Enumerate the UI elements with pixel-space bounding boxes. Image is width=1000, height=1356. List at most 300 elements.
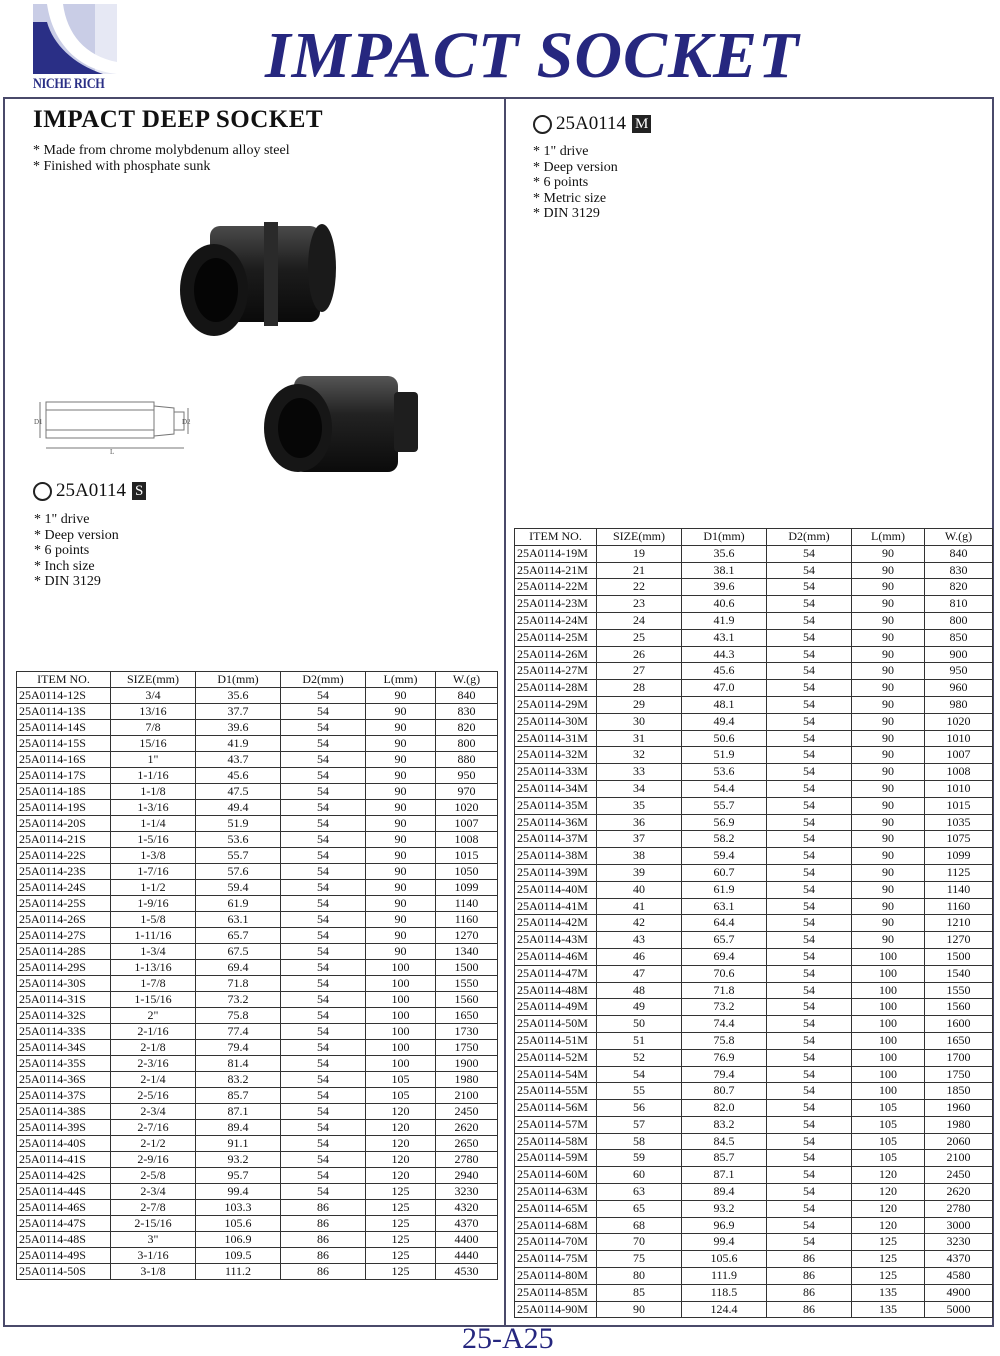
table-cell: 64.4 [682, 915, 767, 932]
table-cell: 54 [767, 1066, 852, 1083]
table-cell: 74.4 [682, 1016, 767, 1033]
table-cell: 65 [597, 1200, 682, 1217]
table-cell: 90 [366, 880, 436, 896]
table-row [17, 1264, 498, 1280]
item-number-cell: 25A0114-75M [515, 1251, 597, 1268]
item-number-cell: 25A0114-57M [515, 1116, 597, 1133]
table-cell: 59 [597, 1150, 682, 1167]
table-cell: 54 [767, 797, 852, 814]
table-cell: 100 [366, 960, 436, 976]
table-cell: 54 [281, 1056, 366, 1072]
table-cell: 54 [767, 663, 852, 680]
table-cell: 54 [767, 864, 852, 881]
table-cell: 1008 [925, 764, 993, 781]
table-cell: 54 [767, 1184, 852, 1201]
table-cell: 86 [767, 1251, 852, 1268]
table-cell: 63.1 [682, 898, 767, 915]
table-cell: 52 [597, 1049, 682, 1066]
item-number-cell: 25A0114-29M [515, 696, 597, 713]
spec-table-metric [514, 528, 993, 1318]
section-heading: IMPACT DEEP SOCKET [33, 106, 324, 133]
table-cell: 90 [366, 784, 436, 800]
table-cell: 90 [852, 747, 925, 764]
table-cell: 2-15/16 [111, 1216, 196, 1232]
table-cell: 26 [597, 646, 682, 663]
table-cell: 54 [281, 832, 366, 848]
table-cell: 90 [852, 814, 925, 831]
table-cell: 54 [767, 814, 852, 831]
table-cell: 81.4 [196, 1056, 281, 1072]
table-cell: 54 [767, 1049, 852, 1066]
table-row [515, 713, 993, 730]
table-row [515, 764, 993, 781]
item-number-cell: 25A0114-20S [17, 816, 111, 832]
table-row [17, 1104, 498, 1120]
table-cell: 73.2 [196, 992, 281, 1008]
item-number-cell: 25A0114-23S [17, 864, 111, 880]
column-header: W.(g) [925, 529, 993, 546]
table-cell: 125 [366, 1248, 436, 1264]
table-cell: 42 [597, 915, 682, 932]
table-cell: 35.6 [682, 545, 767, 562]
table-cell: 41.9 [682, 612, 767, 629]
table-cell: 4370 [436, 1216, 498, 1232]
table-cell: 89.4 [682, 1184, 767, 1201]
item-number-cell: 25A0114-46M [515, 948, 597, 965]
feature-line: * Made from chrome molybdenum alloy steel [33, 143, 290, 158]
table-cell: 1550 [925, 982, 993, 999]
table-cell: 61.9 [196, 896, 281, 912]
table-cell: 1-11/16 [111, 928, 196, 944]
table-cell: 57.6 [196, 864, 281, 880]
product-code: 25A0114 [556, 113, 627, 134]
table-cell: 90 [852, 545, 925, 562]
table-cell: 120 [366, 1168, 436, 1184]
item-number-cell: 25A0114-39M [515, 864, 597, 881]
table-cell: 21 [597, 562, 682, 579]
table-cell: 1600 [925, 1016, 993, 1033]
table-row [17, 1072, 498, 1088]
table-cell: 54 [281, 1168, 366, 1184]
item-number-cell: 25A0114-15S [17, 736, 111, 752]
deep-socket-photo [172, 208, 342, 343]
table-cell: 2-9/16 [111, 1152, 196, 1168]
table-cell: 54 [767, 1116, 852, 1133]
table-row [515, 1100, 993, 1117]
table-cell: 40.6 [682, 596, 767, 613]
table-cell: 100 [852, 999, 925, 1016]
product-code-s [33, 480, 146, 502]
table-cell: 3-1/16 [111, 1248, 196, 1264]
table-cell: 38.1 [682, 562, 767, 579]
table-row [515, 730, 993, 747]
table-row [515, 596, 993, 613]
table-row [515, 1167, 993, 1184]
item-number-cell: 25A0114-14S [17, 720, 111, 736]
item-number-cell: 25A0114-36S [17, 1072, 111, 1088]
table-cell: 54 [281, 1008, 366, 1024]
table-cell: 54 [767, 982, 852, 999]
item-number-cell: 25A0114-34M [515, 780, 597, 797]
item-number-cell: 25A0114-28M [515, 680, 597, 697]
table-cell: 39.6 [682, 579, 767, 596]
table-cell: 23 [597, 596, 682, 613]
table-cell: 980 [925, 696, 993, 713]
table-cell: 54 [767, 932, 852, 949]
item-number-cell: 25A0114-47S [17, 1216, 111, 1232]
table-row [515, 696, 993, 713]
table-cell: 32 [597, 747, 682, 764]
table-cell: 54 [767, 780, 852, 797]
table-row [17, 960, 498, 976]
product-features-m [533, 144, 618, 222]
table-cell: 1750 [925, 1066, 993, 1083]
table-cell: 90 [366, 752, 436, 768]
item-number-cell: 25A0114-25M [515, 629, 597, 646]
table-row [515, 965, 993, 982]
item-number-cell: 25A0114-38M [515, 848, 597, 865]
table-cell: 56.9 [682, 814, 767, 831]
table-cell: 19 [597, 545, 682, 562]
table-cell: 4530 [436, 1264, 498, 1280]
table-row [17, 768, 498, 784]
table-row [17, 1200, 498, 1216]
spec-table-inch [16, 671, 498, 1280]
item-number-cell: 25A0114-38S [17, 1104, 111, 1120]
table-cell: 86 [767, 1268, 852, 1285]
table-cell: 2780 [436, 1152, 498, 1168]
table-cell: 39 [597, 864, 682, 881]
table-cell: 24 [597, 612, 682, 629]
table-row [515, 579, 993, 596]
table-cell: 3-1/8 [111, 1264, 196, 1280]
feature-line: * DIN 3129 [533, 206, 600, 221]
item-number-cell: 25A0114-80M [515, 1268, 597, 1285]
table-cell: 68 [597, 1217, 682, 1234]
table-cell: 84.5 [682, 1133, 767, 1150]
column-divider [504, 97, 506, 1327]
table-cell: 125 [852, 1268, 925, 1285]
table-cell: 54 [767, 764, 852, 781]
item-number-cell: 25A0114-40M [515, 881, 597, 898]
table-cell: 4440 [436, 1248, 498, 1264]
table-cell: 2-3/4 [111, 1184, 196, 1200]
table-cell: 120 [852, 1200, 925, 1217]
item-number-cell: 25A0114-30S [17, 976, 111, 992]
table-cell: 1270 [436, 928, 498, 944]
table-row [17, 1152, 498, 1168]
table-cell: 54 [281, 1152, 366, 1168]
table-cell: 69.4 [196, 960, 281, 976]
column-header: ITEM NO. [17, 672, 111, 688]
table-cell: 100 [366, 992, 436, 1008]
table-cell: 58.2 [682, 831, 767, 848]
table-cell: 810 [925, 596, 993, 613]
table-cell: 54 [767, 1234, 852, 1251]
table-cell: 2620 [436, 1120, 498, 1136]
table-row [17, 880, 498, 896]
table-cell: 54 [281, 784, 366, 800]
table-row [515, 915, 993, 932]
item-number-cell: 25A0114-32S [17, 1008, 111, 1024]
table-cell: 54 [767, 1133, 852, 1150]
table-cell: 1500 [925, 948, 993, 965]
table-row [17, 864, 498, 880]
table-cell: 2-1/8 [111, 1040, 196, 1056]
table-cell: 54 [767, 948, 852, 965]
table-cell: 54 [281, 928, 366, 944]
table-cell: 820 [925, 579, 993, 596]
table-row [515, 1066, 993, 1083]
item-number-cell: 25A0114-58M [515, 1133, 597, 1150]
table-cell: 2450 [925, 1167, 993, 1184]
table-cell: 90 [852, 713, 925, 730]
table-cell: 35 [597, 797, 682, 814]
table-cell: 54 [767, 1100, 852, 1117]
table-cell: 90 [366, 848, 436, 864]
item-number-cell: 25A0114-35M [515, 797, 597, 814]
table-cell: 45.6 [196, 768, 281, 784]
table-cell: 54 [767, 848, 852, 865]
table-cell: 33 [597, 764, 682, 781]
table-cell: 51.9 [682, 747, 767, 764]
table-cell: 1650 [925, 1032, 993, 1049]
item-number-cell: 25A0114-17S [17, 768, 111, 784]
column-header: D2(mm) [281, 672, 366, 688]
table-cell: 1125 [925, 864, 993, 881]
table-cell: 1020 [925, 713, 993, 730]
feature-line: * Deep version [533, 159, 618, 175]
page-number: 25-A25 [462, 1322, 554, 1355]
table-cell: 55.7 [196, 848, 281, 864]
table-cell: 1075 [925, 831, 993, 848]
table-cell: 90 [366, 832, 436, 848]
page-title: IMPACT SOCKET [265, 19, 800, 92]
item-number-cell: 25A0114-35S [17, 1056, 111, 1072]
table-cell: 56 [597, 1100, 682, 1117]
table-cell: 90 [852, 764, 925, 781]
table-cell: 100 [852, 1032, 925, 1049]
table-cell: 90 [852, 932, 925, 949]
table-cell: 90 [366, 864, 436, 880]
item-number-cell: 25A0114-36M [515, 814, 597, 831]
item-number-cell: 25A0114-48M [515, 982, 597, 999]
column-header: ITEM NO. [515, 529, 597, 546]
table-row [17, 1008, 498, 1024]
table-cell: 90 [366, 720, 436, 736]
feature-line: * Deep version [34, 527, 119, 543]
table-cell: 105 [852, 1116, 925, 1133]
table-cell: 54 [281, 864, 366, 880]
table-cell: 105 [366, 1088, 436, 1104]
table-cell: 1-7/16 [111, 864, 196, 880]
table-cell: 54 [281, 704, 366, 720]
table-cell: 100 [366, 1056, 436, 1072]
table-cell: 1340 [436, 944, 498, 960]
item-number-cell: 25A0114-31S [17, 992, 111, 1008]
table-cell: 15/16 [111, 736, 196, 752]
table-row [515, 1284, 993, 1301]
table-cell: 80.7 [682, 1083, 767, 1100]
feature-line: * Metric size [533, 190, 607, 206]
item-number-cell: 25A0114-49M [515, 999, 597, 1016]
item-number-cell: 25A0114-13S [17, 704, 111, 720]
table-cell: 31 [597, 730, 682, 747]
table-cell: 60 [597, 1167, 682, 1184]
table-row [17, 1216, 498, 1232]
circle-icon [33, 482, 52, 501]
table-cell: 2-1/16 [111, 1024, 196, 1040]
table-row [17, 1168, 498, 1184]
table-cell: 4370 [925, 1251, 993, 1268]
table-cell: 90 [852, 612, 925, 629]
table-cell: 830 [925, 562, 993, 579]
table-cell: 54 [767, 1217, 852, 1234]
table-cell: 105 [852, 1133, 925, 1150]
table-cell: 90 [366, 944, 436, 960]
table-cell: 90 [366, 768, 436, 784]
item-number-cell: 25A0114-59M [515, 1150, 597, 1167]
table-cell: 1010 [925, 730, 993, 747]
column-header: D2(mm) [767, 529, 852, 546]
size-badge-s: S [132, 482, 146, 500]
table-cell: 43.7 [196, 752, 281, 768]
table-cell: 135 [852, 1284, 925, 1301]
table-cell: 1550 [436, 976, 498, 992]
table-cell: 35.6 [196, 688, 281, 704]
table-cell: 960 [925, 680, 993, 697]
column-header: L(mm) [852, 529, 925, 546]
table-cell: 96.9 [682, 1217, 767, 1234]
table-cell: 54.4 [682, 780, 767, 797]
table-cell: 3" [111, 1232, 196, 1248]
table-cell: 90 [852, 915, 925, 932]
item-number-cell: 25A0114-24S [17, 880, 111, 896]
table-cell: 54 [767, 898, 852, 915]
table-cell: 54 [767, 831, 852, 848]
table-cell: 2-3/16 [111, 1056, 196, 1072]
table-row [515, 663, 993, 680]
table-cell: 90 [852, 780, 925, 797]
table-cell: 2060 [925, 1133, 993, 1150]
table-cell: 41.9 [196, 736, 281, 752]
feature-line: * 1" drive [533, 144, 589, 159]
table-cell: 59.4 [196, 880, 281, 896]
table-cell: 3230 [436, 1184, 498, 1200]
table-cell: 49 [597, 999, 682, 1016]
table-cell: 124.4 [682, 1301, 767, 1318]
table-cell: 90 [852, 881, 925, 898]
table-cell: 100 [852, 1016, 925, 1033]
item-number-cell: 25A0114-18S [17, 784, 111, 800]
table-row [515, 999, 993, 1016]
item-number-cell: 25A0114-50M [515, 1016, 597, 1033]
table-cell: 125 [366, 1216, 436, 1232]
table-cell: 54 [281, 896, 366, 912]
table-row [17, 1024, 498, 1040]
column-header: SIZE(mm) [111, 672, 196, 688]
feature-line: * 6 points [533, 175, 589, 190]
table-row [515, 780, 993, 797]
table-cell: 1-1/16 [111, 768, 196, 784]
table-cell: 54 [767, 696, 852, 713]
table-cell: 54 [281, 1040, 366, 1056]
table-cell: 90 [852, 680, 925, 697]
table-cell: 7/8 [111, 720, 196, 736]
table-cell: 99.4 [682, 1234, 767, 1251]
table-cell: 54 [281, 752, 366, 768]
table-cell: 28 [597, 680, 682, 697]
drawing-label-d2: D2 [182, 418, 191, 426]
table-cell: 120 [852, 1217, 925, 1234]
table-cell: 86 [281, 1264, 366, 1280]
table-cell: 2620 [925, 1184, 993, 1201]
item-number-cell: 25A0114-34S [17, 1040, 111, 1056]
table-cell: 90 [852, 596, 925, 613]
table-cell: 54 [281, 800, 366, 816]
table-cell: 54 [767, 915, 852, 932]
table-cell: 2" [111, 1008, 196, 1024]
table-cell: 63 [597, 1184, 682, 1201]
table-cell: 54 [281, 944, 366, 960]
table-cell: 125 [366, 1232, 436, 1248]
table-row [17, 944, 498, 960]
table-cell: 54 [281, 720, 366, 736]
table-cell: 73.2 [682, 999, 767, 1016]
table-cell: 105.6 [682, 1251, 767, 1268]
table-row [515, 932, 993, 949]
table-cell: 2-1/4 [111, 1072, 196, 1088]
table-cell: 125 [852, 1251, 925, 1268]
table-cell: 13/16 [111, 704, 196, 720]
table-cell: 1-3/4 [111, 944, 196, 960]
table-cell: 37.7 [196, 704, 281, 720]
item-number-cell: 25A0114-50S [17, 1264, 111, 1280]
table-cell: 47.0 [682, 680, 767, 697]
table-row [17, 752, 498, 768]
table-cell: 1-5/8 [111, 912, 196, 928]
table-cell: 1270 [925, 932, 993, 949]
table-cell: 118.5 [682, 1284, 767, 1301]
table-cell: 100 [366, 1008, 436, 1024]
table-cell: 54 [281, 1184, 366, 1200]
deep-socket-photo-2 [254, 362, 434, 484]
table-cell: 1140 [436, 896, 498, 912]
table-cell: 58 [597, 1133, 682, 1150]
table-row [515, 1049, 993, 1066]
table-cell: 1008 [436, 832, 498, 848]
table-row [17, 720, 498, 736]
table-cell: 41 [597, 898, 682, 915]
table-cell: 1140 [925, 881, 993, 898]
table-cell: 87.1 [196, 1104, 281, 1120]
table-cell: 1160 [925, 898, 993, 915]
table-cell: 90 [366, 704, 436, 720]
table-row [515, 680, 993, 697]
table-cell: 1540 [925, 965, 993, 982]
socket-cross-section-drawing [34, 396, 194, 454]
table-row [17, 736, 498, 752]
table-row [17, 1136, 498, 1152]
table-cell: 105 [852, 1150, 925, 1167]
feature-line: * 1" drive [34, 512, 90, 527]
table-cell: 61.9 [682, 881, 767, 898]
brand-logo [33, 4, 123, 94]
table-cell: 86 [767, 1284, 852, 1301]
table-cell: 95.7 [196, 1168, 281, 1184]
table-cell: 53.6 [682, 764, 767, 781]
table-cell: 54 [767, 579, 852, 596]
